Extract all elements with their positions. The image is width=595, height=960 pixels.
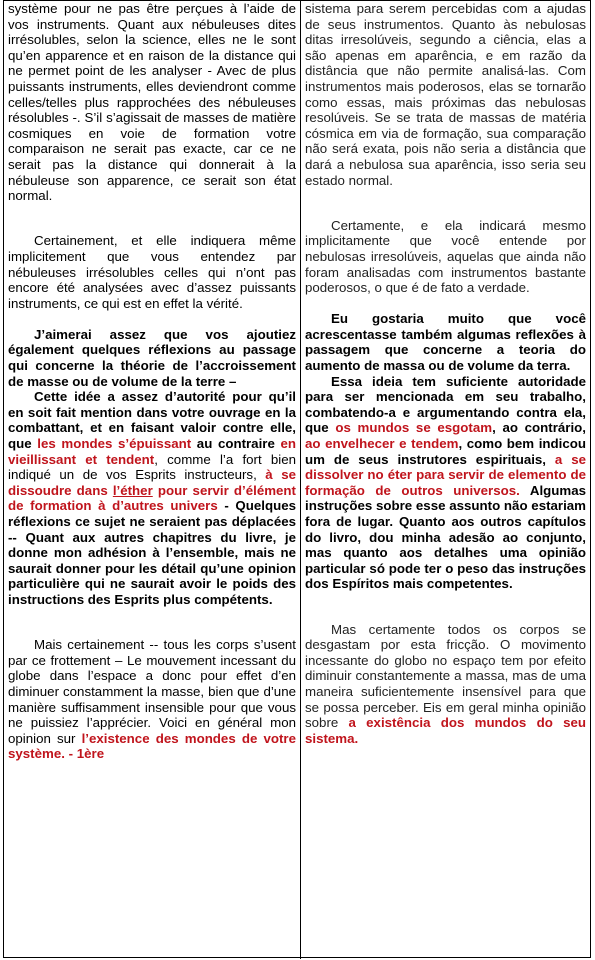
pt-highlight-2: ao envelhecer e tendem — [305, 436, 459, 452]
fr-highlight-1: les mondes s’épuissant — [37, 436, 192, 452]
fr-paragraph-2: Certainement, et elle indiquera même implicitement que vous entendez par nébuleuses irrésolubles celles qui n’ont pas encore été analysées avec d’assez puissants instruments, ce qui est en effet la vérité. — [8, 233, 296, 311]
fr-paragraph-5-text: Mais certainement -- tous les corps s’usent par ce frottement – Le mouvement incessant du globe dans l’espace a donc pour effet d’en diminuer constamment la masse, bien que d’une manière suffisamment insensible pour que vous ne puissiez l’apprécier. Voici en général mon opinion sur — [8, 637, 296, 746]
fr-paragraph-1: système pour ne pas être perçues à l’aide de vos instruments. Quant aux nébuleuses dites irrésolubles, selon la science, elles ne le sont qu’en apparence et en raison de la distance qui ne permet point de les analyser - Avec de plus puissants instruments, elles deviendront comme celles/telles plus rapprochées des nébuleuses résolubles -. S’il s’agissait de masses de matière cosmiques en voie de formation votre comparaison ne serait pas exacte, car ce ne serait pas la distance qui donnerait à la nébuleuse son apparence, ce serait son état normal. — [8, 1, 296, 204]
pt-answer-text-3: , como bem indicou um de seus instrutores espirituais, — [305, 436, 586, 467]
fr-paragraph-5 — [8, 637, 296, 762]
pt-answer-text-2: , ao contrário, — [492, 420, 586, 436]
pt-question-paragraph — [305, 311, 586, 373]
fr-question-paragraph — [8, 327, 296, 389]
fr-highlight-3b: pour servir d’élément de formation à d’autres univers — [8, 482, 296, 514]
pt-paragraph-1b: Com instrumentos mais poderosos, elas se tornarão como essas, mais próximas das nebulosas resolúveis. Se se trata de massas de matéria cósmica em via de formação, sua comparação não será exata, pois não seria a distância que dará a nebulosa sua aparência, isso seria seu estado normal. — [305, 63, 586, 188]
pt-answer-text-4: Algumas instruções sobre esse assunto não estariam fora de lugar. Quanto aos outros capítulos do livro, dou minha adesão ao conjunto, mas quanto aos detalhes uma opinião particular só pode ter o peso das instruções dos Espíritos mais competentes. — [305, 482, 586, 592]
pt-paragraph-1a: sistema para serem percebidas com a ajudas de seus instrumentos. Quanto às nebulosas ditas irresolúveis, segundo a ciência, elas a são apenas em aparência, e em razão da distância que não permite analisá-las. — [305, 1, 586, 79]
portuguese-column — [300, 1, 590, 959]
pt-answer-paragraph — [305, 374, 586, 592]
fr-answer-text-2: au contraire — [191, 436, 281, 452]
pt-paragraph-5 — [305, 622, 586, 747]
fr-highlight-3-underlined: l’éther — [112, 482, 153, 498]
bilingual-document-page — [3, 0, 591, 958]
pt-highlight-1: os mundos se esgotam — [335, 420, 493, 436]
fr-question-text: J’aimerai assez que vos ajoutiez également quelques réflexions au passage qui concerne la théorie de l’accroissement de masse ou de volume de la terre – — [8, 326, 296, 389]
french-column — [4, 1, 300, 959]
fr-answer-text-1: Cette idée a assez d’autorité pour qu’il en soit fait mention dans votre ouvrage en la combattant, et en faisant valoir contre elle, que — [8, 389, 296, 452]
fr-highlight-2: en vieillissant et tendent — [8, 436, 297, 467]
pt-answer-text-1: Essa ideia tem suficiente autoridade para ser mencionada em seu trabalho, combatendo-a e argumentando contra ela, que — [305, 373, 586, 436]
fr-answer-text-3: , comme l’a fort bien indiqué un de vos Esprits instructeurs, — [8, 451, 296, 483]
fr-answer-text-4: - Quelques réflexions ce sujet ne seraient pas déplacées -- Quant aux autres chapitres du livre, je donne mon adhésion à l’ensemble, mais ne saurait donner pour les détail qu’une opinion particulière qui ne saurait avoir le poids des instructions des Esprits plus compétents. — [8, 498, 296, 607]
pt-question-text: Eu gostaria muito que você acrescentasse também algumas reflexões à passagem que concerne a teoria do aumento de massa ou de volume da terra. — [305, 311, 586, 374]
fr-answer-paragraph — [8, 389, 296, 607]
pt-paragraph-2: Certamente, e ela indicará mesmo implicitamente que você entende por nebulosas irresolúveis, aquelas que ainda não foram analisadas com instrumentos bastante poderosos, o que é de fato a verdade. — [305, 217, 586, 296]
pt-highlight-4: a existência dos mundos do seu sistema. — [305, 715, 586, 746]
pt-paragraph-5-text: Mas certamente todos os corpos se desgastam por esta fricção. O movimento incessante do globo no espaço tem por efeito diminuir constantemente a massa, mas de uma maneira suficientemente insensível para que se possa perceber. Eis em geral minha opinião sobre — [305, 621, 586, 731]
pt-paragraph-1 — [305, 1, 586, 188]
fr-highlight-3a: à se dissoudre dans — [8, 467, 296, 498]
pt-highlight-3: a se dissolver no éter para servir de elemento de formação de outros universos. — [305, 451, 586, 498]
fr-highlight-4: l’existence des mondes de votre système. - 1ère — [8, 730, 296, 762]
